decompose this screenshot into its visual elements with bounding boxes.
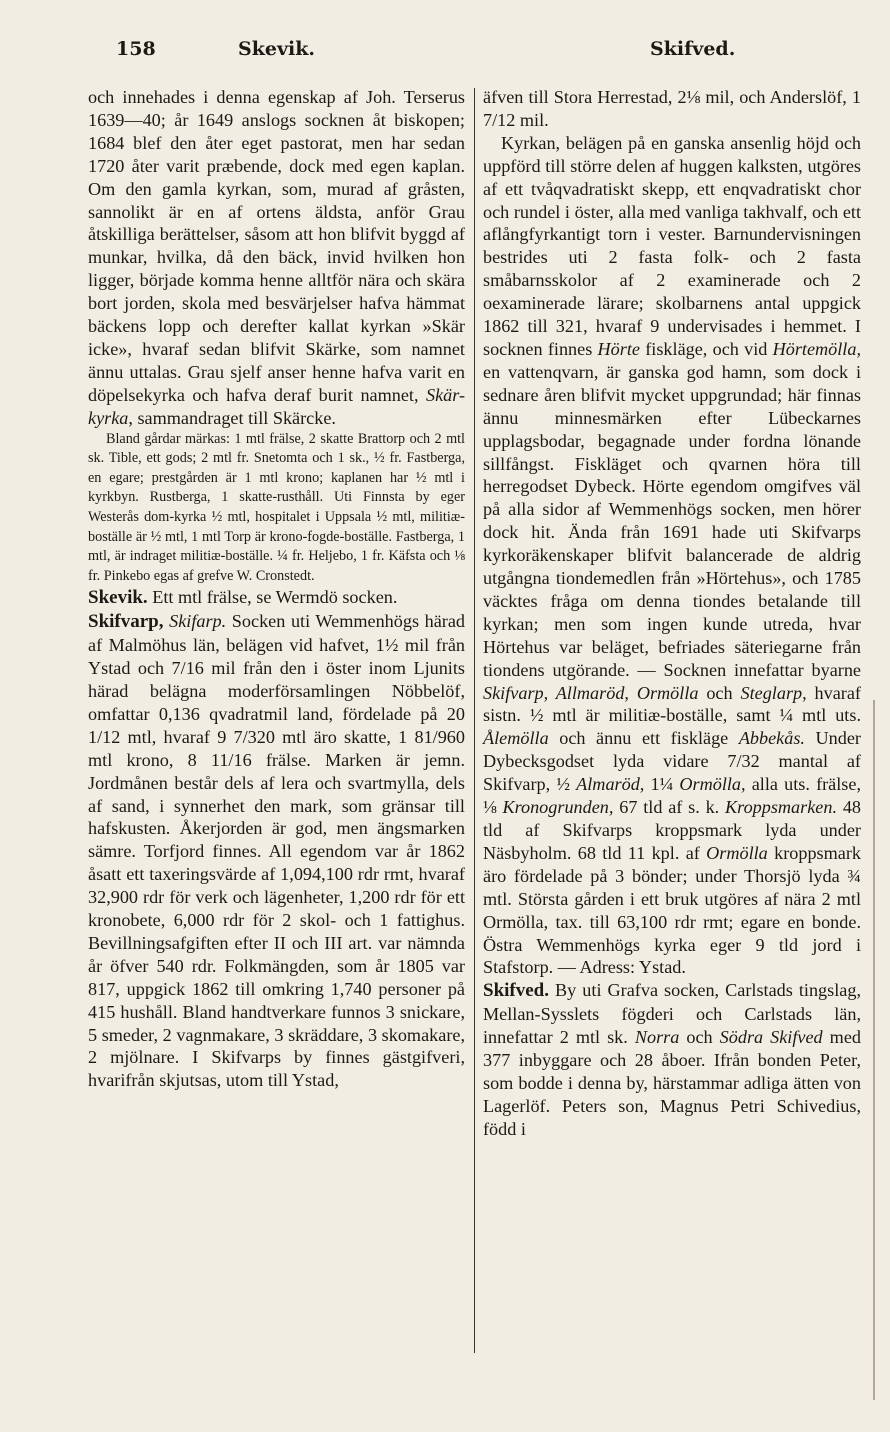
- page-number: 158: [116, 38, 156, 60]
- headword-skifvarp: Skifvarp,: [88, 611, 164, 633]
- headword-skevik: Skevik.: [88, 587, 148, 609]
- entry-skevik: Skevik. Ett mtl frälse, se Wermdö socken.: [88, 587, 398, 609]
- header-left-title: Skevik.: [238, 38, 316, 60]
- paragraph-estates-small: Bland gårdar märkas: 1 mtl frälse, 2 skatte Brattorp och 2 mtl sk. Tible, ett gods; 2 mtl fr. Snetomta och 1 sk., ½ fr. Fastberga, en egare; prestgården är 1 mtl krono; kaplanen har ½ mtl i kyrkbyn. Rustberga, 1 skatte-rusthåll. Uti Finnsta by eger Westerås dom-kyrka ½ mtl, hospitalet i Uppsala ½ mtl, militiæ-boställe är ½ mtl, 1 mtl Torp är krono-fogde-boställe. Fastberga, 1 mtl, är indraget militiæ-boställe. ¼ fr. Heljebo, 1 fr. Käfsta och ⅛ fr. Pinkebo egas af grefve W. Cronstedt.: [88, 430, 465, 584]
- entry-skifvarp: Skifvarp, Skifarp. Socken uti Wemmenhögs härad af Malmöhus län, belägen vid hafvet, 1½ mil från Ystad och 7/16 mil från den i öster inom Ljunits härad belägna moderförsamlingen Nöbbelöf, omfattar 0,136 qvadratmil land, fördelade på 20 1/12 mtl, hvaraf 9 7/320 mtl äro skatte, 1 81/960 mtl krono, 8 11/16 frälse. Marken är jemn. Jordmånen består dels af lera och svartmylla, dels af sand, i synnerhet den mark, som gränsar till hafskusten. Åkerjorden är god, men ängsmarken sämre. Torfjord finnes. All egendom var år 1862 åsatt ett taxeringsvärde af 1,094,100 rdr rmt, hvaraf 32,900 rdr för verk och lägenheter, 1,200 rdr för ett kronobete, 6,000 rdr för 2 skol- och 1 fattighus. Bevillningsafgiften efter II och III art. var nämnda år öfver 540 rdr. Folkmängden, som år 1805 var 817, uppgick 1862 till omkring 1,740 personer på 415 hushåll. Bland handtverkare funnos 3 snickare, 5 smeder, 2 vagnmakare, 3 skräddare, 3 skomakare, 2 mjölnare. I Skifvarps by finnes gästgifveri, hvarifrån skjutsas, utom till Ystad,: [88, 611, 466, 1091]
- right-column: [483, 86, 861, 1141]
- paragraph-continued: äfven till Stora Herrestad, 2⅛ mil, och Anderslöf, 1 7/12 mil.: [483, 87, 861, 130]
- page-edge-shadow: [873, 700, 875, 1400]
- paragraph-church: Kyrkan, belägen på en ganska ansenlig höjd och uppförd till större delen af huggen kalksten, utgöres af ett tvåqvadratiskt skepp, ett enqvadratiskt chor och rundel i öster, alla med vanliga takhvalf, och ett aflångfyrkantigt torn i vester. Barnundervisningen bestrides uti 2 fasta folk- och 2 fasta småbarnsskolor af 2 examinerade och 2 oexaminerade lärare; skolbarnens antal uppgick 1862 till 321, hvaraf 9 undervisades i hemmet. I socknen finnes Hörte fiskläge, och vid Hörtemölla, en vattenqvarn, är ganska god hamn, som dock i sednare åren blifvit mycket uppgrundad; här finnas ännu minnesmärken efter Lübeckarnes upplagsbodar, begagnade under fordna lönande sillfångst. Fiskläget och qvarnen höra till herregodset Dybeck. Hörte egendom omgifves väl på alla sidor af Wemmenhögs socken, men hörer dock hit. Ända från 1691 hade uti Skifvarps kyrkoräkenskaper blifvit balancerade de aldrig utgångna tiondemedlen från »Hörtehus», och 1785 väcktes fråga om denna tiondes betalande till kyrkan; men som ingen kunde utreda, hvar Hörtehus var beläget, befriades säteriegarne från tiondens utgörande. — Socknen innefattar byarne Skifvarp, Allmaröd, Ormölla och Steglarp, hvaraf sistn. ½ mtl är militiæ-boställe, samt ¼ mtl uts. Ålemölla och ännu ett fiskläge Abbekås. Under Dybecksgodset lyda vidare 7/32 mantal af Skifvarp, ½ Almaröd, 1¼ Ormölla, alla uts. frälse, ⅛ Kronogrunden, 67 tld af s. k. Kroppsmarken. 48 tld af Skifvarps kroppsmark lyda under Näsbyholm. 68 tld 11 kpl. af Ormölla kroppsmark äro fördelade på 3 bönder; under Thorsjö lyda ¾ mtl. Största gården i ett bruk utgöres af nära 2 mtl Ormölla, tax. till 63,100 rdr rmt; egare en bonde. Östra Wemmenhögs kyrka eger 9 tld jord i Stafstorp. — Adress: Ystad.: [483, 132, 862, 978]
- left-column: [88, 86, 465, 1092]
- paragraph-skevik-history: och innehades i denna egenskap af Joh. Terserus 1639—40; år 1649 anslogs socknen åt biskopen; 1684 blef den åter eget pastorat, men har sedan 1720 åter varit præbende, dock med egen kaplan. Om den gamla kyrkan, som, murad af gråsten, sannolikt är en af ortens äldsta, anför Grau åtskilliga berättelser, såsom att hon blifvit byggd af munkar, hvilka, då den bäck, invid hvilken hon ligger, började komma henne alltför nära och skära bort jorden, skola med besvärjelser hafva hämmat bäckens lopp och derefter kallat kyrkan »Skär icke», hvaraf sedan blifvit Skärke, som namnet ännu uttalas. Grau sjelf anser henne hafva varit en döpelsekyrka och hafva deraf burit namnet, Skär-kyrka, sammandraget till Skärcke.: [88, 87, 465, 428]
- entry-skifved: Skifved. By uti Grafva socken, Carlstads tingslag, Mellan-Sysslets fögderi och Carlstads län, innefattar 2 mtl sk. Norra och Södra Skifved med 377 inbyggare och 28 åboer. Ifrån bonden Peter, som bodde i denna by, härstammar adliga ätten von Lagerlöf. Peters son, Magnus Petri Schivedius, född i: [483, 980, 861, 1139]
- running-header: [0, 38, 890, 78]
- header-right-title: Skifved.: [650, 38, 736, 60]
- column-divider: [474, 88, 475, 1353]
- headword-skifved: Skifved.: [483, 980, 549, 1002]
